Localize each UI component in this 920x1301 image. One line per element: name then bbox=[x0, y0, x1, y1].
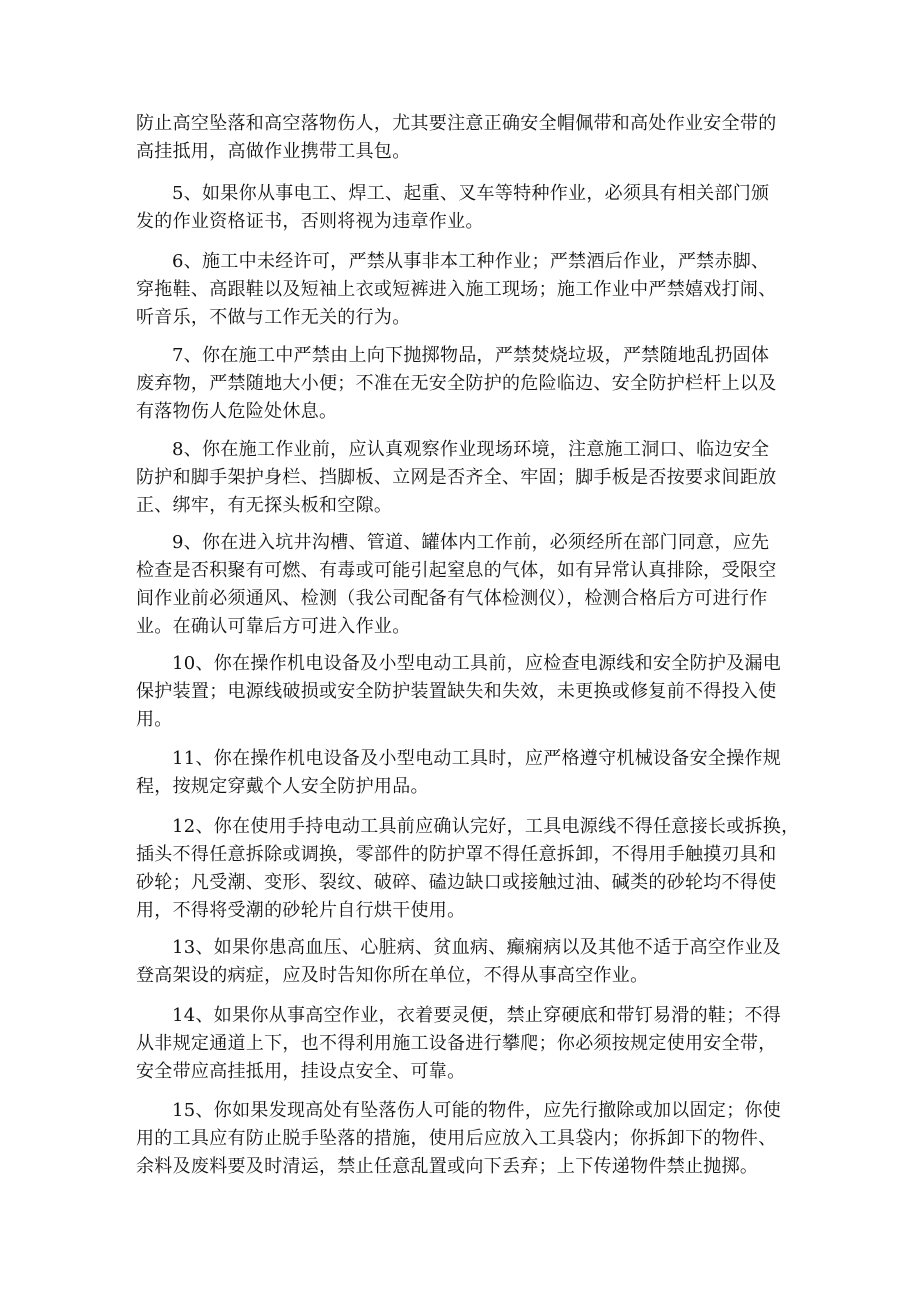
paragraph-item-14 bbox=[136, 1002, 796, 1086]
text-line: 13、如果你患高血压、心脏病、贫血病、癫痫病以及其他不适于高空作业及 bbox=[172, 937, 782, 958]
paragraph-item-6 bbox=[136, 248, 796, 332]
paragraph-item-15 bbox=[136, 1097, 796, 1181]
text-line: 程，按规定穿戴个人安全防护用品。 bbox=[136, 776, 429, 797]
text-line: 8、你在施工作业前，应认真观察作业现场环境，注意施工洞口、临边安全 bbox=[172, 439, 770, 460]
text-line: 10、你在操作机电设备及小型电动工具前，应检查电源线和安全防护及漏电 bbox=[172, 653, 782, 674]
text-line: 高挂抵用，高做作业携带工具包。 bbox=[136, 141, 411, 162]
text-line: 用。 bbox=[136, 709, 173, 730]
text-line: 插头不得任意拆除或调换，零部件的防护罩不得任意拆卸，不得用手触摸刃具和 bbox=[136, 844, 777, 865]
text-line: 正、绑牢，有无探头板和空隙。 bbox=[136, 495, 393, 516]
text-line: 废弃物，严禁随地大小便；不准在无安全防护的危险临边、安全防护栏杆上以及 bbox=[136, 373, 777, 394]
paragraph-continuation bbox=[136, 110, 796, 166]
text-line: 用的工具应有防止脱手坠落的措施，使用后应放入工具袋内；你拆卸下的物件、 bbox=[136, 1128, 777, 1149]
text-line: 砂轮；凡受潮、变形、裂纹、破碎、磕边缺口或接触过油、碱类的砂轮均不得使 bbox=[136, 872, 777, 893]
text-line: 听音乐，不做与工作无关的行为。 bbox=[136, 307, 411, 328]
paragraph-item-7 bbox=[136, 342, 796, 426]
text-line: 发的作业资格证书，否则将视为违章作业。 bbox=[136, 211, 484, 232]
text-line: 11、你在操作机电设备及小型电动工具时，应严格遵守机械设备安全操作规 bbox=[172, 748, 782, 769]
text-line: 保护装置；电源线破损或安全防护装置缺失和失效，未更换或修复前不得投入使 bbox=[136, 681, 777, 702]
text-line: 14、如果你从事高空作业，衣着要灵便，禁止穿硬底和带钉易滑的鞋；不得 bbox=[172, 1005, 782, 1026]
text-line: 登高架设的病症，应及时告知你所在单位，不得从事高空作业。 bbox=[136, 965, 649, 986]
paragraph-item-11 bbox=[136, 745, 796, 801]
paragraph-item-8 bbox=[136, 436, 796, 520]
text-line: 业。在确认可靠后方可进入作业。 bbox=[136, 616, 411, 637]
text-line: 检查是否积聚有可燃、有毒或可能引起窒息的气体，如有异常认真排除，受限空 bbox=[136, 560, 777, 581]
text-line: 用，不得将受潮的砂轮片自行烘干使用。 bbox=[136, 900, 466, 921]
text-line: 5、如果你从事电工、焊工、起重、叉车等特种作业，必须具有相关部门颁 bbox=[172, 183, 770, 204]
text-line: 有落物伤人危险处休息。 bbox=[136, 401, 338, 422]
paragraph-item-13 bbox=[136, 934, 796, 990]
text-line: 7、你在施工中严禁由上向下抛掷物品，严禁焚烧垃圾，严禁随地乱扔固体 bbox=[172, 345, 770, 366]
text-line: 余料及废料要及时清运，禁止任意乱置或向下丢弃；上下传递物件禁止抛掷。 bbox=[136, 1156, 759, 1177]
text-line: 9、你在进入坑井沟槽、管道、罐体内工作前，必须经所在部门同意，应先 bbox=[172, 532, 770, 553]
text-line: 从非规定通道上下，也不得利用施工设备进行攀爬；你必须按规定使用安全带， bbox=[136, 1033, 777, 1054]
paragraph-item-9 bbox=[136, 529, 796, 641]
text-line: 15、你如果发现高处有坠落伤人可能的物件，应先行撤除或加以固定；你使 bbox=[172, 1100, 782, 1121]
paragraph-item-5 bbox=[136, 180, 796, 236]
paragraph-item-12 bbox=[136, 813, 800, 925]
text-line: 间作业前必须通风、检测（我公司配备有气体检测仪），检测合格后方可进行作 bbox=[136, 588, 768, 609]
text-line: 防护和脚手架护身栏、挡脚板、立网是否齐全、牢固；脚手板是否按要求间距放 bbox=[136, 467, 777, 488]
text-line: 防止高空坠落和高空落物伤人，尤其要注意正确安全帽佩带和高处作业安全带的 bbox=[136, 113, 777, 134]
text-line: 安全带应高挂抵用，挂设点安全、可靠。 bbox=[136, 1061, 466, 1082]
text-line: 6、施工中未经许可，严禁从事非本工种作业；严禁酒后作业，严禁赤脚、 bbox=[172, 251, 770, 272]
text-line: 12、你在使用手持电动工具前应确认完好，工具电源线不得任意接长或拆换， bbox=[172, 816, 800, 837]
paragraph-item-10 bbox=[136, 650, 796, 734]
text-line: 穿拖鞋、高跟鞋以及短袖上衣或短裤进入施工现场；施工作业中严禁嬉戏打闹、 bbox=[136, 279, 777, 300]
